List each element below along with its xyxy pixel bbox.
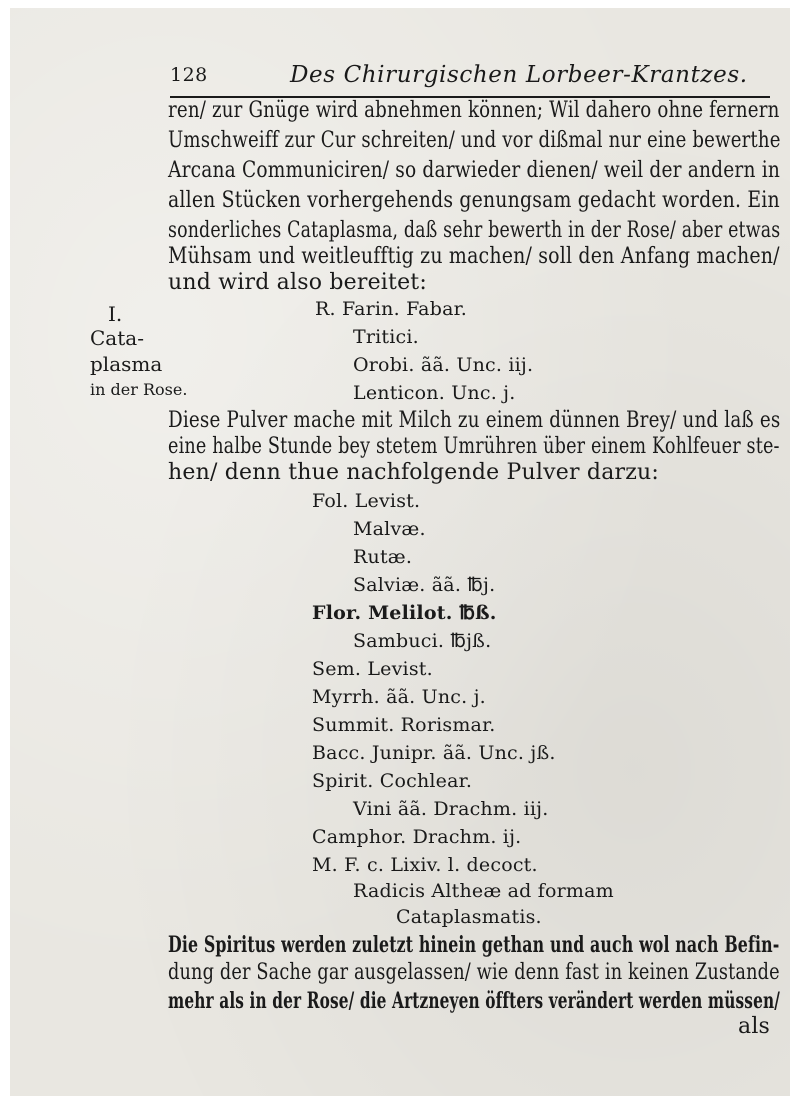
text-line: hen/ denn thue nachfolgende Pulver darzu: — [168, 460, 660, 485]
recipe-line: Rutæ. — [353, 546, 413, 568]
catchword: als — [738, 1014, 771, 1039]
recipe-line: Fol. Levist. — [312, 490, 421, 512]
text-line: sonderliches Cataplasma, daß sehr bewerth in der Rose/ aber etwas — [168, 218, 781, 243]
recipe-line: Bacc. Junipr. ãã. Unc. jß. — [312, 742, 556, 764]
text-line: allen Stücken vorhergehends genungsam gedacht worden. Ein — [168, 188, 780, 213]
recipe-line: Tritici. — [353, 326, 419, 348]
recipe-line: Spirit. Cochlear. — [312, 770, 473, 792]
recipe-line: Flor. Melilot. ℔ß. — [312, 602, 497, 624]
recipe-line: Sambuci. ℔jß. — [353, 630, 492, 652]
text-line: Die Spiritus werden zuletzt hinein gethan und auch wol nach Befin- — [168, 932, 780, 958]
text-line: eine halbe Stunde bey stetem Umrühren über einem Kohlfeuer ste- — [168, 434, 780, 459]
recipe-line: Radicis Altheæ ad formam — [353, 880, 614, 902]
page-header — [170, 56, 770, 98]
book-page — [10, 8, 790, 1096]
text-line: dung der Sache gar ausgelassen/ wie denn fast in keinen Zustande — [168, 960, 780, 985]
recipe-line: Lenticon. Unc. j. — [353, 382, 516, 404]
recipe-line: Malvæ. — [353, 518, 426, 540]
margin-note-line: plasma — [90, 352, 163, 376]
recipe-line: Summit. Rorismar. — [312, 714, 496, 736]
recipe-line: Camphor. Drachm. ij. — [312, 826, 522, 848]
margin-note-line: in der Rose. — [90, 380, 188, 399]
text-line: und wird also bereitet: — [168, 270, 427, 295]
recipe-line: Myrrh. ãã. Unc. j. — [312, 686, 486, 708]
recipe-line: Salviæ. ãã. ℔j. — [353, 574, 496, 596]
text-line: ren/ zur Gnüge wird abnehmen können; Wil dahero ohne fernern — [168, 98, 780, 123]
recipe-line: Cataplasmatis. — [396, 906, 542, 928]
text-line: Umschweiff zur Cur schreiten/ und vor dißmal nur eine bewerthe — [168, 128, 781, 153]
recipe-line: Orobi. ãã. Unc. iij. — [353, 354, 534, 376]
recipe-line: R. Farin. Fabar. — [315, 298, 468, 320]
running-head: Des Chirurgischen Lorbeer-Krantzes. — [290, 62, 748, 88]
margin-note-number: I. — [108, 302, 123, 326]
text-line: Diese Pulver mache mit Milch zu einem dünnen Brey/ und laß es — [168, 408, 781, 433]
recipe-line: Sem. Levist. — [312, 658, 433, 680]
text-line: Mühsam und weitleufftig zu machen/ soll den Anfang machen/ — [168, 244, 780, 269]
text-line: Arcana Communiciren/ so darwieder dienen/ weil der andern in — [168, 158, 780, 183]
recipe-line: M. F. c. Lixiv. l. decoct. — [312, 854, 538, 876]
recipe-line: Vini ãã. Drachm. iij. — [353, 798, 549, 820]
page-number: 128 — [170, 64, 208, 86]
margin-note-line: Cata- — [90, 326, 144, 350]
text-line: mehr als in der Rose/ die Artzneyen öffters verändert werden müssen/ — [168, 988, 780, 1014]
